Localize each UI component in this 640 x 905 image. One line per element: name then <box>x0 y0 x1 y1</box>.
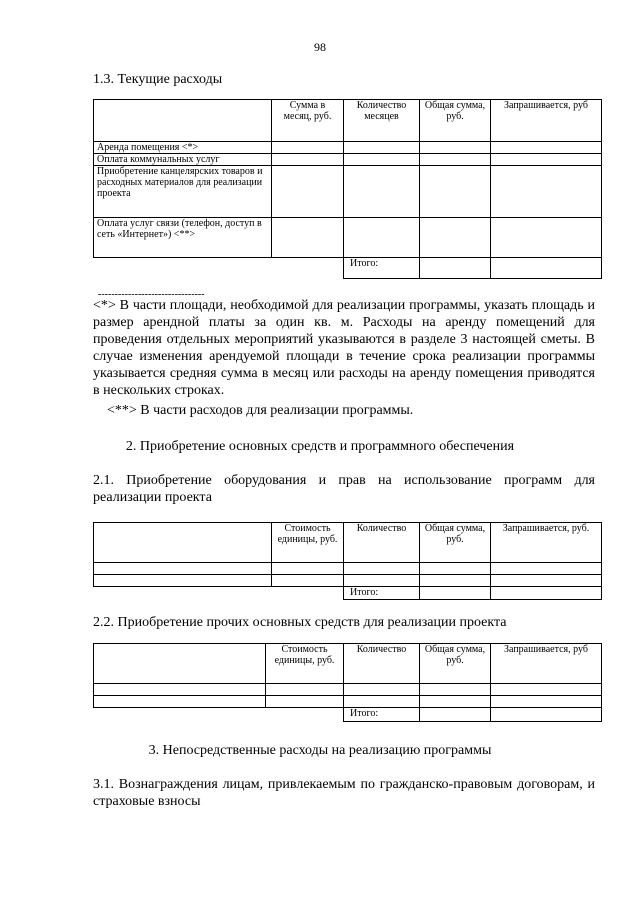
table-cell[interactable] <box>491 154 602 166</box>
table-row <box>94 154 602 166</box>
table-cell[interactable] <box>491 587 602 600</box>
footnote-separator: -------------------------------- <box>98 289 205 300</box>
table-header-cell: Количество <box>344 644 420 684</box>
section-1-3-title: 1.3. Текущие расходы <box>93 72 223 87</box>
table-cell[interactable] <box>344 166 420 218</box>
table-cell[interactable] <box>266 696 344 708</box>
current-expenses-table <box>93 99 602 279</box>
table-cell[interactable] <box>420 575 491 587</box>
table-header-blank <box>94 644 266 684</box>
table-row <box>94 142 602 154</box>
total-label: Итого: <box>344 587 420 600</box>
section-3-title: 3. Непосредственные расходы на реализацию программы <box>148 743 492 758</box>
table-cell[interactable] <box>94 684 266 696</box>
table-cell[interactable] <box>272 218 344 258</box>
total-row <box>94 258 602 279</box>
table-cell[interactable] <box>420 696 491 708</box>
table-cell[interactable] <box>94 563 272 575</box>
table-row <box>94 696 602 708</box>
page-number: 98 <box>314 40 326 54</box>
table-header-row <box>94 100 602 142</box>
row-label: Оплата услуг связи (телефон, доступ в сеть «Интернет») <**> <box>94 218 272 258</box>
table-header-row <box>94 644 602 684</box>
section-2-title: 2. Приобретение основных средств и программного обеспечения <box>125 439 515 454</box>
table-header-cell: Стоимость единицы, руб. <box>272 523 344 563</box>
table-header-cell: Количество месяцев <box>344 100 420 142</box>
table-cell[interactable] <box>94 575 272 587</box>
table-cell[interactable] <box>420 587 491 600</box>
table-cell[interactable] <box>491 142 602 154</box>
footnote-2: <**> В части расходов для реализации программы. <box>107 403 414 418</box>
table-header-cell: Количество <box>344 523 420 563</box>
total-row <box>94 587 602 600</box>
table-cell[interactable] <box>491 684 602 696</box>
section-2-2-title: 2.2. Приобретение прочих основных средств для реализации проекта <box>93 615 507 630</box>
table-cell[interactable] <box>344 154 420 166</box>
total-label: Итого: <box>344 708 420 722</box>
table-cell[interactable] <box>491 708 602 722</box>
table-cell[interactable] <box>344 684 420 696</box>
table-header-row <box>94 523 602 563</box>
table-cell[interactable] <box>344 142 420 154</box>
row-label: Оплата коммунальных услуг <box>94 154 272 166</box>
table-cell[interactable] <box>266 684 344 696</box>
table-header-cell: Запрашивается, руб. <box>491 523 602 563</box>
table-row <box>94 684 602 696</box>
table-header-cell: Общая сумма, руб. <box>420 644 491 684</box>
row-label: Приобретение канцелярских товаров и расходных материалов для реализации проекта <box>94 166 272 218</box>
table-header-cell: Общая сумма, руб. <box>420 100 491 142</box>
table-cell[interactable] <box>491 166 602 218</box>
table-header-cell: Запрашивается, руб <box>491 644 602 684</box>
table-row <box>94 218 602 258</box>
table-cell[interactable] <box>272 154 344 166</box>
table-cell[interactable] <box>491 218 602 258</box>
table-row <box>94 563 602 575</box>
table-header-blank <box>94 523 272 563</box>
table-cell[interactable] <box>420 563 491 575</box>
total-row <box>94 708 602 722</box>
table-cell[interactable] <box>420 166 491 218</box>
table-cell[interactable] <box>272 142 344 154</box>
equipment-table <box>93 522 602 600</box>
table-header-cell: Стоимость единицы, руб. <box>266 644 344 684</box>
table-cell[interactable] <box>344 575 420 587</box>
table-row <box>94 575 602 587</box>
table-cell[interactable] <box>94 696 266 708</box>
table-cell[interactable] <box>420 708 491 722</box>
total-label: Итого: <box>344 258 420 279</box>
table-cell[interactable] <box>491 575 602 587</box>
table-cell[interactable] <box>272 166 344 218</box>
table-header-blank <box>94 100 272 142</box>
table-cell[interactable] <box>344 563 420 575</box>
table-header-cell: Запрашивается, руб <box>491 100 602 142</box>
table-cell[interactable] <box>420 684 491 696</box>
footnote-1-text: <*> В части площади, необходимой для реализации программы, указать площадь и размер арендной платы за один кв. м. Расходы на аренду помещений для проведения отдельных мероприятий указываются в разделе 3 настоящей сметы. В случае изменения арендуемой площади в течение срока реализации программы указывается средняя сумма в месяц или расходы на аренду помещения приводятся в нескольких строках. <box>93 298 595 398</box>
table-cell[interactable] <box>491 696 602 708</box>
table-row <box>94 166 602 218</box>
table-cell[interactable] <box>491 258 602 279</box>
table-cell[interactable] <box>420 154 491 166</box>
table-cell[interactable] <box>491 563 602 575</box>
footnote-1 <box>93 297 595 399</box>
table-header-cell: Общая сумма, руб. <box>420 523 491 563</box>
row-label: Аренда помещения <*> <box>94 142 272 154</box>
table-cell[interactable] <box>272 563 344 575</box>
section-3-1-title: 3.1. Вознаграждения лицам, привлекаемым по гражданско-правовым договорам, и страховые взносы <box>93 777 595 809</box>
table-cell[interactable] <box>344 218 420 258</box>
table-cell[interactable] <box>420 258 491 279</box>
section-2-1-title: 2.1. Приобретение оборудования и прав на использование программ для реализации проекта <box>93 473 595 505</box>
table-cell[interactable] <box>420 218 491 258</box>
table-cell[interactable] <box>344 696 420 708</box>
table-cell[interactable] <box>272 575 344 587</box>
table-cell[interactable] <box>420 142 491 154</box>
other-assets-table <box>93 643 602 722</box>
table-header-cell: Сумма в месяц, руб. <box>272 100 344 142</box>
